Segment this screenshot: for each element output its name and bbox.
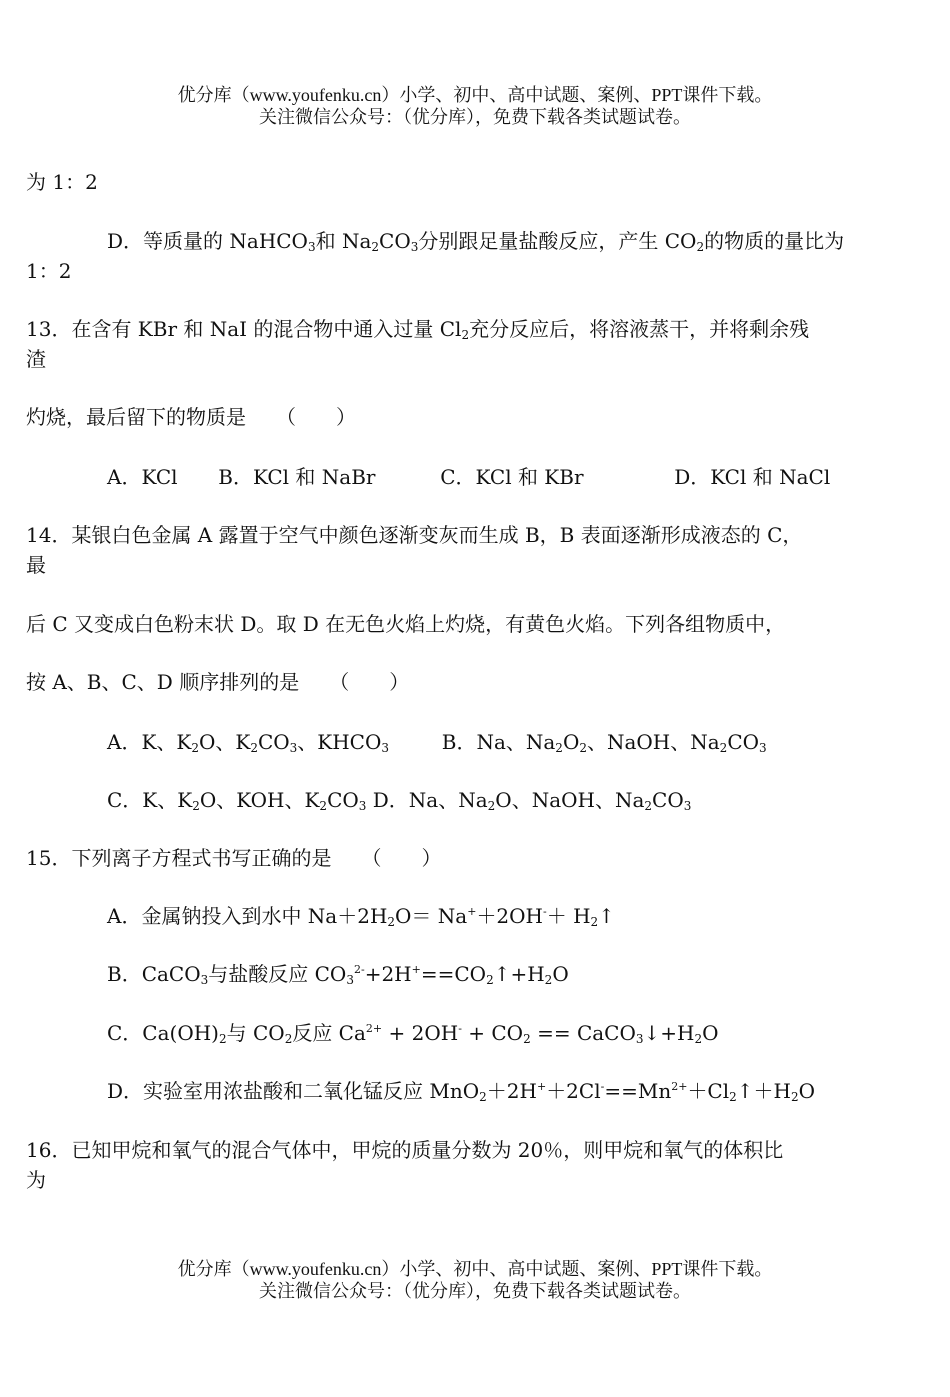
q12-option-d: D．等质量的 NaHCO$_3$和 $Na_2CO_3$分别跟足量盐酸反应，产生 $CO_2$的物质的量比为 xyxy=(107,229,845,254)
q12-tail: 为 1：2 xyxy=(26,170,98,194)
q13-options xyxy=(107,465,830,489)
q15-option-a: A．金属钠投入到水中 $Na+2H_2O= Na^++2OH^-+$ $H_2↑$ xyxy=(107,904,615,929)
footer-line-2: 关注微信公众号：（优分库），免费下载各类试题试卷。 xyxy=(259,1281,691,1301)
q13-line-2: 渣 xyxy=(26,347,46,371)
q13-line-1: 13．在含有 KBr 和 NaI 的混合物中通入过量 $Cl_2$充分反应后，将溶液蒸干，并将剩余残 xyxy=(26,317,810,342)
q14-options-ab xyxy=(107,730,767,754)
q15-option-c: C．$Ca(OH)_2$与 $CO_2$反应 $Ca^{2+} + 2OH^- + CO_2$ == $CaCO_3↓+H_2O$ xyxy=(107,1021,719,1046)
q14-option-d: D．Na、$Na_2O$、NaOH、$Na_2CO_3$ xyxy=(372,788,692,813)
q14-option-b: B．Na、$Na_2O_2$、NaOH、$Na_2CO_3$ xyxy=(441,730,767,755)
q15-option-b: B．CaCO$_3$与盐酸反应 $CO_3^{2-}+2H^+==CO_2↑+H_2O$ xyxy=(107,962,569,987)
q14-line-2: 最 xyxy=(26,553,46,577)
q15-title: 15．下列离子方程式书写正确的是 （ ） xyxy=(26,846,442,870)
q14-line-1: 14．某银白色金属 A 露置于空气中颜色逐渐变灰而生成 B，B 表面逐渐形成液态的 C， xyxy=(26,523,803,547)
q13-option-b: B．KCl 和 NaBr xyxy=(218,465,376,489)
q13-option-d: D．KCl 和 NaCl xyxy=(674,465,831,489)
q14-line-4: 按 A、B、C、D 顺序排列的是 （ ） xyxy=(26,670,410,694)
q16-line-1: 16．已知甲烷和氧气的混合气体中，甲烷的质量分数为 20％，则甲烷和氧气的体积比 xyxy=(26,1138,784,1162)
q14-option-a: A．K、$K_2O$、$K_2CO_3$、$KHCO_3$ xyxy=(107,730,390,755)
q12-option-d-cont: 1：2 xyxy=(26,259,72,283)
q16-line-2: 为 xyxy=(26,1168,46,1192)
q13-line-3: 灼烧，最后留下的物质是 （ ） xyxy=(26,405,356,429)
q13-option-a: A．KCl xyxy=(107,465,178,489)
page-footer xyxy=(0,1258,950,1302)
page-header xyxy=(0,84,950,128)
q14-option-c: C．K、$K_2O$、KOH、$K_2CO_3$ xyxy=(107,788,367,813)
header-line-2: 关注微信公众号：（优分库），免费下载各类试题试卷。 xyxy=(259,107,691,127)
q14-options-cd xyxy=(107,788,691,812)
q13-option-c: C．KCl 和 KBr xyxy=(440,465,584,489)
footer-line-1: 优分库（www.youfenku.cn）小学、初中、高中试题、案例、PPT课件下载。 xyxy=(177,1259,773,1279)
q15-option-d: D．实验室用浓盐酸和二氧化锰反应 $MnO_2+2H^++2Cl^-==Mn^{2+}+Cl_2↑+H_2O$ xyxy=(107,1079,816,1104)
q14-line-3: 后 C 又变成白色粉末状 D。取 D 在无色火焰上灼烧，有黄色火焰。下列各组物质中， xyxy=(26,612,786,636)
header-line-1: 优分库（www.youfenku.cn）小学、初中、高中试题、案例、PPT课件下载。 xyxy=(177,85,773,105)
